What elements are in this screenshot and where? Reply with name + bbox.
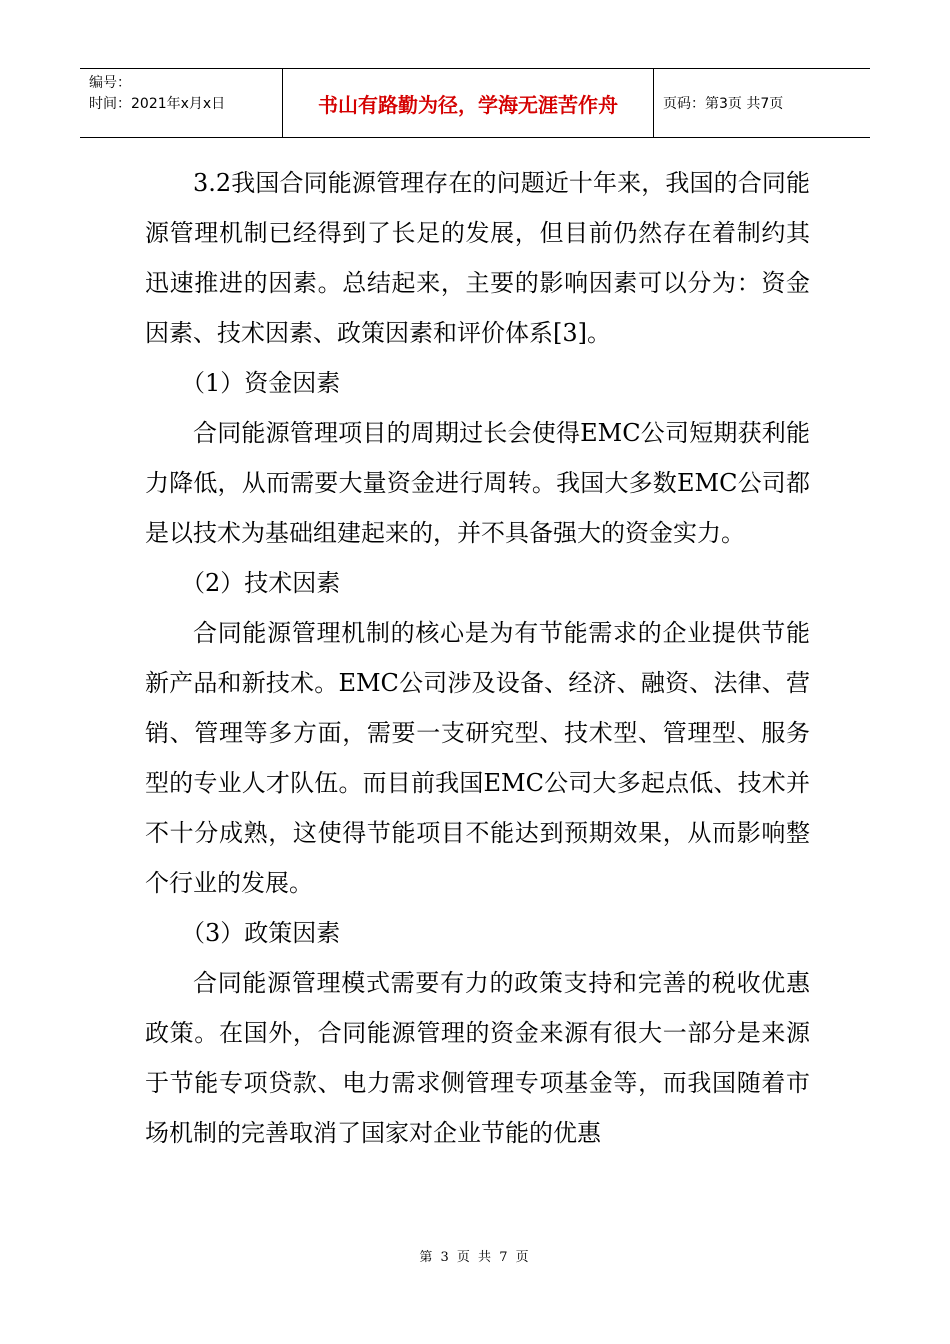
section-heading-funding: （1）资金因素 — [181, 369, 341, 397]
section-heading-technology: （2）技术因素 — [181, 569, 341, 597]
document-body — [145, 158, 810, 1158]
page-footer: 第 3 页 共 7 页 — [419, 1250, 531, 1265]
header-motto: 书山有路勤为径，学海无涯苦作舟 — [282, 69, 654, 137]
page-header — [80, 68, 870, 138]
header-meta — [80, 69, 282, 137]
paragraph-policy: 合同能源管理模式需要有力的政策支持和完善的税收优惠政策。在国外，合同能源管理的资金来源有很大一部分是来源于节能专项贷款、电力需求侧管理专项基金等，而我国随着市场机制的完善取消了国家对企业节能的优惠 — [145, 969, 810, 1147]
header-page-info: 页码：第3页 共7页 — [663, 96, 784, 112]
document-time: 时间：2021年x月x日 — [89, 96, 226, 112]
paragraph-technology: 合同能源管理机制的核心是为有节能需求的企业提供节能新产品和新技术。EMC公司涉及设备、经济、融资、法律、营销、管理等多方面，需要一支研究型、技术型、管理型、服务型的专业人才队伍。而目前我国EMC公司大多起点低、技术并不十分成熟，这使得节能项目不能达到预期效果，从而影响整个行业的发展。 — [145, 619, 810, 897]
paragraph-intro: 3.2我国合同能源管理存在的问题近十年来，我国的合同能源管理机制已经得到了长足的发展，但目前仍然存在着制约其迅速推进的因素。总结起来，主要的影响因素可以分为：资金因素、技术因素、政策因素和评价体系[3]。 — [145, 169, 810, 347]
document-number-label: 编号： — [89, 75, 131, 91]
section-heading-policy: （3）政策因素 — [181, 919, 341, 947]
paragraph-funding: 合同能源管理项目的周期过长会使得EMC公司短期获利能力降低，从而需要大量资金进行周转。我国大多数EMC公司都是以技术为基础组建起来的，并不具备强大的资金实力。 — [145, 419, 810, 547]
